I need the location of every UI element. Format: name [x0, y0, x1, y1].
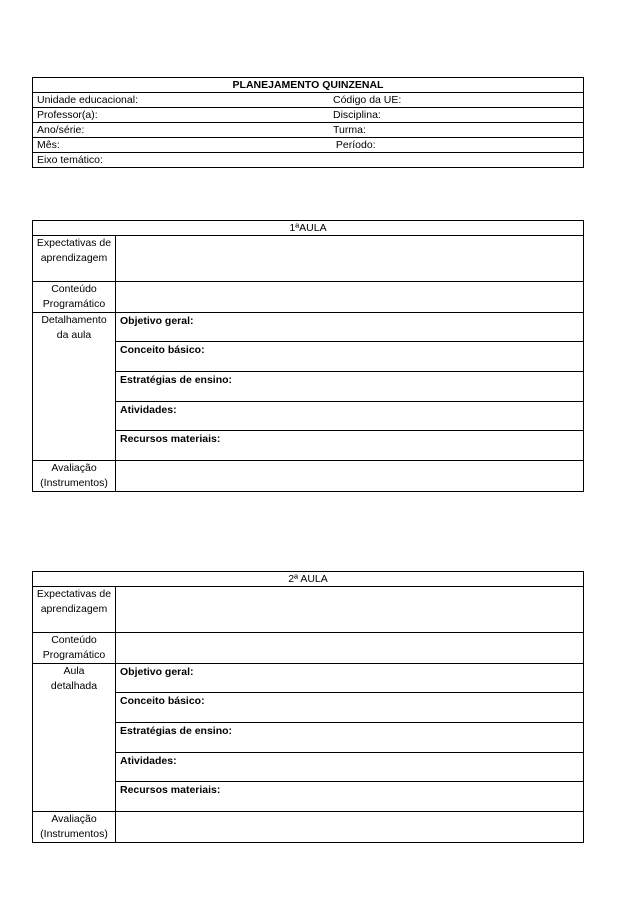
aula2-conteudo-cell[interactable]: [116, 633, 584, 664]
header-row: [33, 138, 584, 153]
aula2-detalhamento-cell: [116, 664, 584, 812]
aula2-conceito-basico[interactable]: Conceito básico:: [116, 693, 583, 723]
header-title: PLANEJAMENTO QUINZENAL: [33, 78, 584, 93]
aula1-table: [32, 220, 584, 492]
aula2-objetivo-geral[interactable]: Objetivo geral:: [116, 664, 583, 693]
aula1-conteudo-label: Conteúdo Programático: [33, 282, 116, 313]
aula1-avaliacao-cell[interactable]: [116, 461, 584, 492]
aula2-recursos[interactable]: Recursos materiais:: [120, 784, 221, 796]
aula1-title: 1ªAULA: [33, 221, 584, 236]
aula1-expectativas-cell[interactable]: [116, 236, 584, 282]
aula2-expectativas-label: Expectativas de aprendizagem: [33, 587, 116, 633]
aula1-detalhamento-cell: [116, 313, 584, 461]
codigo-ue-label: Código da UE:: [333, 94, 402, 106]
professor-label: Professor(a):: [37, 109, 98, 121]
aula2-avaliacao-cell[interactable]: [116, 812, 584, 843]
aula2-expectativas-cell[interactable]: [116, 587, 584, 633]
ano-serie-label: Ano/série:: [37, 124, 85, 136]
aula1-recursos[interactable]: Recursos materiais:: [120, 433, 221, 445]
mes-label: Mês:: [37, 139, 60, 151]
aula2-detalhamento-label: Aula detalhada: [33, 664, 116, 812]
header-row: [33, 123, 584, 138]
header-row: [33, 108, 584, 123]
aula2-estrategias[interactable]: Estratégias de ensino:: [116, 723, 583, 753]
aula2-title: 2ª AULA: [33, 572, 584, 587]
periodo-label: Período:: [333, 139, 376, 151]
aula1-objetivo-geral[interactable]: Objetivo geral:: [116, 313, 583, 342]
aula1-detalhamento-label: Detalhamento da aula: [33, 313, 116, 461]
unidade-label: Unidade educacional:: [37, 94, 138, 106]
aula1-expectativas-label: Expectativas de aprendizagem: [33, 236, 116, 282]
header-table: [32, 77, 584, 168]
aula1-conteudo-cell[interactable]: [116, 282, 584, 313]
turma-label: Turma:: [333, 124, 366, 136]
aula1-estrategias[interactable]: Estratégias de ensino:: [116, 372, 583, 402]
eixo-label: Eixo temático:: [33, 153, 584, 168]
aula2-atividades[interactable]: Atividades:: [116, 753, 583, 782]
aula2-avaliacao-label: Avaliação (Instrumentos): [33, 812, 116, 843]
aula2-table: [32, 571, 584, 843]
header-row: [33, 93, 584, 108]
aula1-atividades[interactable]: Atividades:: [116, 402, 583, 431]
aula2-conteudo-label: Conteúdo Programático: [33, 633, 116, 664]
aula1-avaliacao-label: Avaliação (Instrumentos): [33, 461, 116, 492]
aula1-conceito-basico[interactable]: Conceito básico:: [116, 342, 583, 372]
disciplina-label: Disciplina:: [333, 109, 381, 121]
